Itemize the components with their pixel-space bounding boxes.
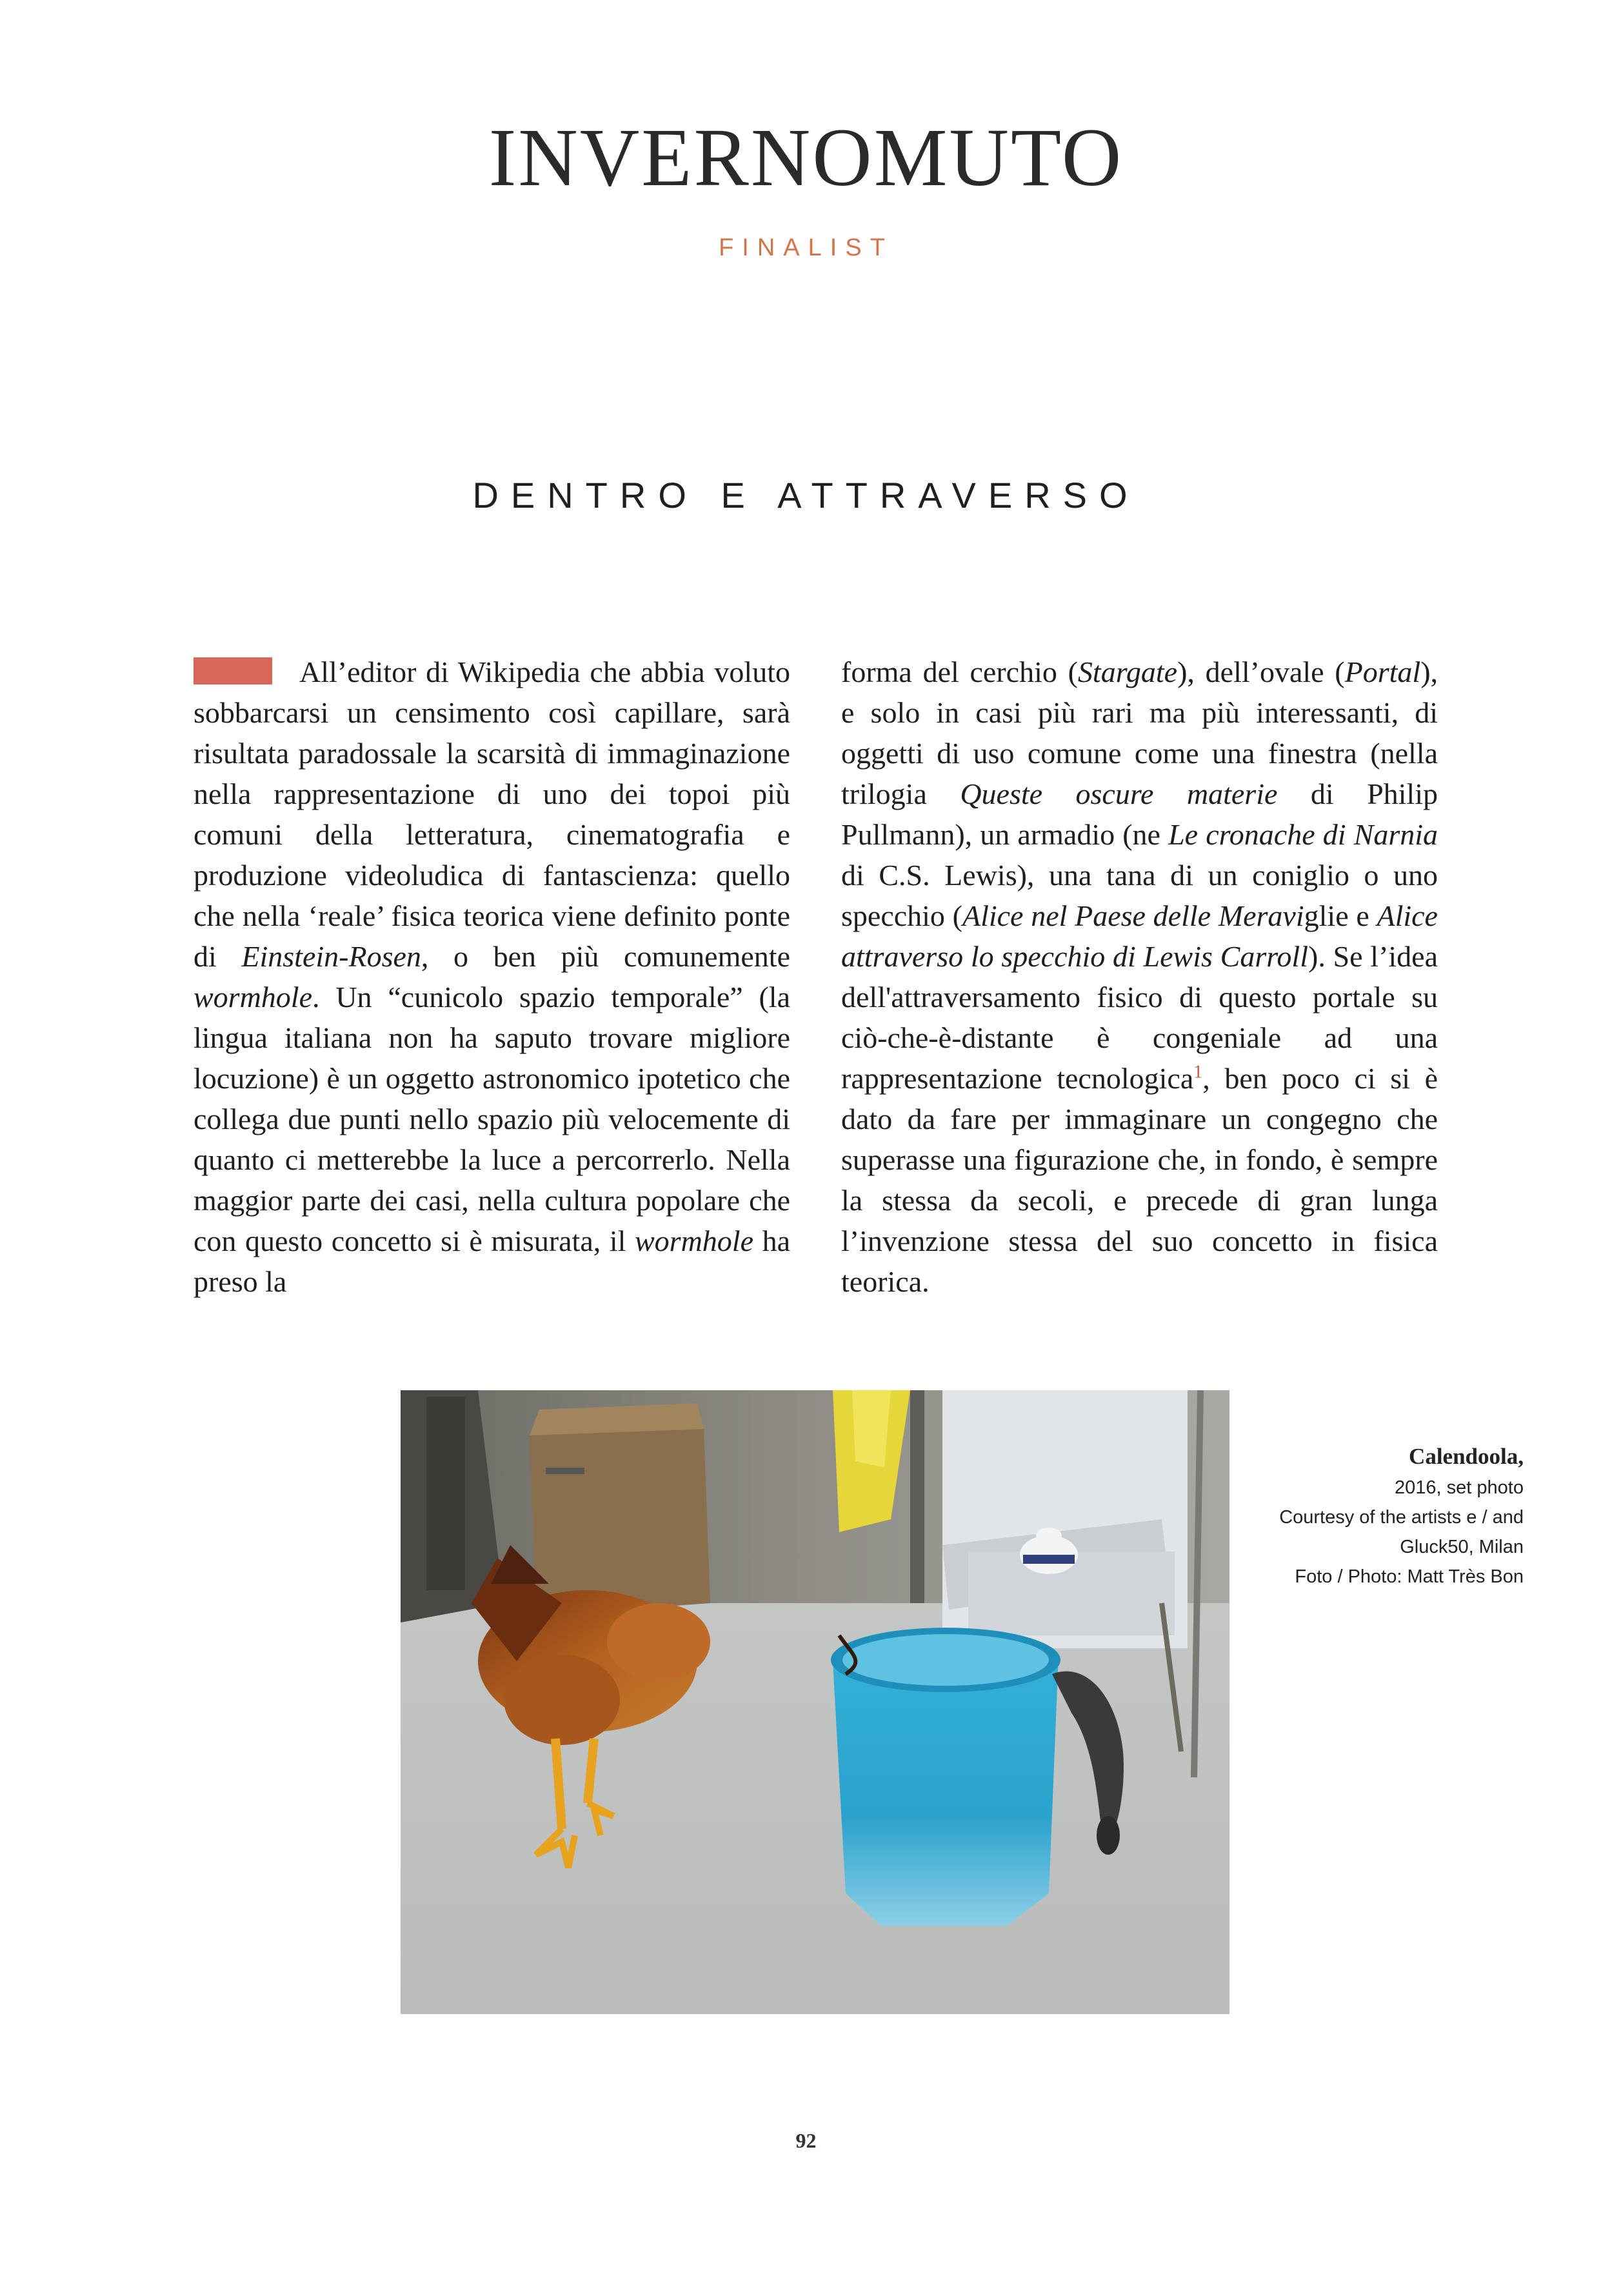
caption-line: 2016, set photo <box>1395 1477 1524 1498</box>
artist-role-label: FINALIST <box>719 234 893 261</box>
essay-paragraph-continued: forma del cerchio (Stargate), dell’ovale (Portal), e solo in casi più rari ma più interessanti, di oggetti di uso comune come una finestra (nella trilogia Queste oscure materie di Philip Pullmann), un armadio (ne Le cronache di Narnia di C.S. Lewis), una tana di un coniglio o uno specchio (Alice nel Paese delle Meraviglie e Alice attraverso lo specchio di Lewis Carroll). Se l’idea dell'attraversamento fisico di questo portale su ciò-che-è-distante è congeniale ad una rappresentazione tecnologica$^1$, ben poco ci si è dato da fare per immaginare un congegno che superasse una figurazione che, in fondo, è sempre la stessa da secoli, e precede di gran lunga l’invenzione stessa del suo concetto in fisica teorica. <box>841 655 1438 1298</box>
set-photo-hen-and-bucket <box>401 1390 1229 2014</box>
caption-line: Gluck50, Milan <box>1400 1537 1524 1557</box>
page-number: 92 <box>795 2129 817 2152</box>
essay-right-column <box>841 652 1438 1302</box>
caption-line: Courtesy of the artists e / and <box>1279 1507 1524 1528</box>
caption-line: Foto / Photo: Matt Très Bon <box>1295 1566 1524 1587</box>
artist-name: INVERNOMUTO <box>488 112 1124 203</box>
essay-paragraph: All’editor di Wikipedia che abbia voluto sobbarcarsi un censimento così capillare, sarà risultata paradossale la scarsità di immaginazione nella rappresentazione di uno dei topoi più comuni della letteratura, cinematografia e produzione videoludica di fantascienza: quello che nella ‘reale’ fisica teorica viene definito ponte di Einstein-Rosen, o ben più comunemente wormhole. Un “cunicolo spazio temporale” (la lingua italiana non ha saputo trovare migliore locuzione) è un oggetto astronomico ipotetico che collega due punti nello spazio più velocemente di quanto ci metterebbe la luce a percorrerlo. Nella maggior parte dei casi, nella cultura popolare che con questo concetto si è misurata, il wormhole ha preso la <box>194 655 790 1298</box>
footnote-marker[interactable]: 1 <box>1193 1062 1203 1083</box>
essay-title: DENTRO E ATTRAVERSO <box>472 475 1140 515</box>
accent-block-decoration <box>194 657 272 684</box>
photo-caption <box>1253 1441 1524 1592</box>
essay-left-column <box>194 652 790 1302</box>
caption-title: Calendoola, <box>1409 1444 1524 1469</box>
